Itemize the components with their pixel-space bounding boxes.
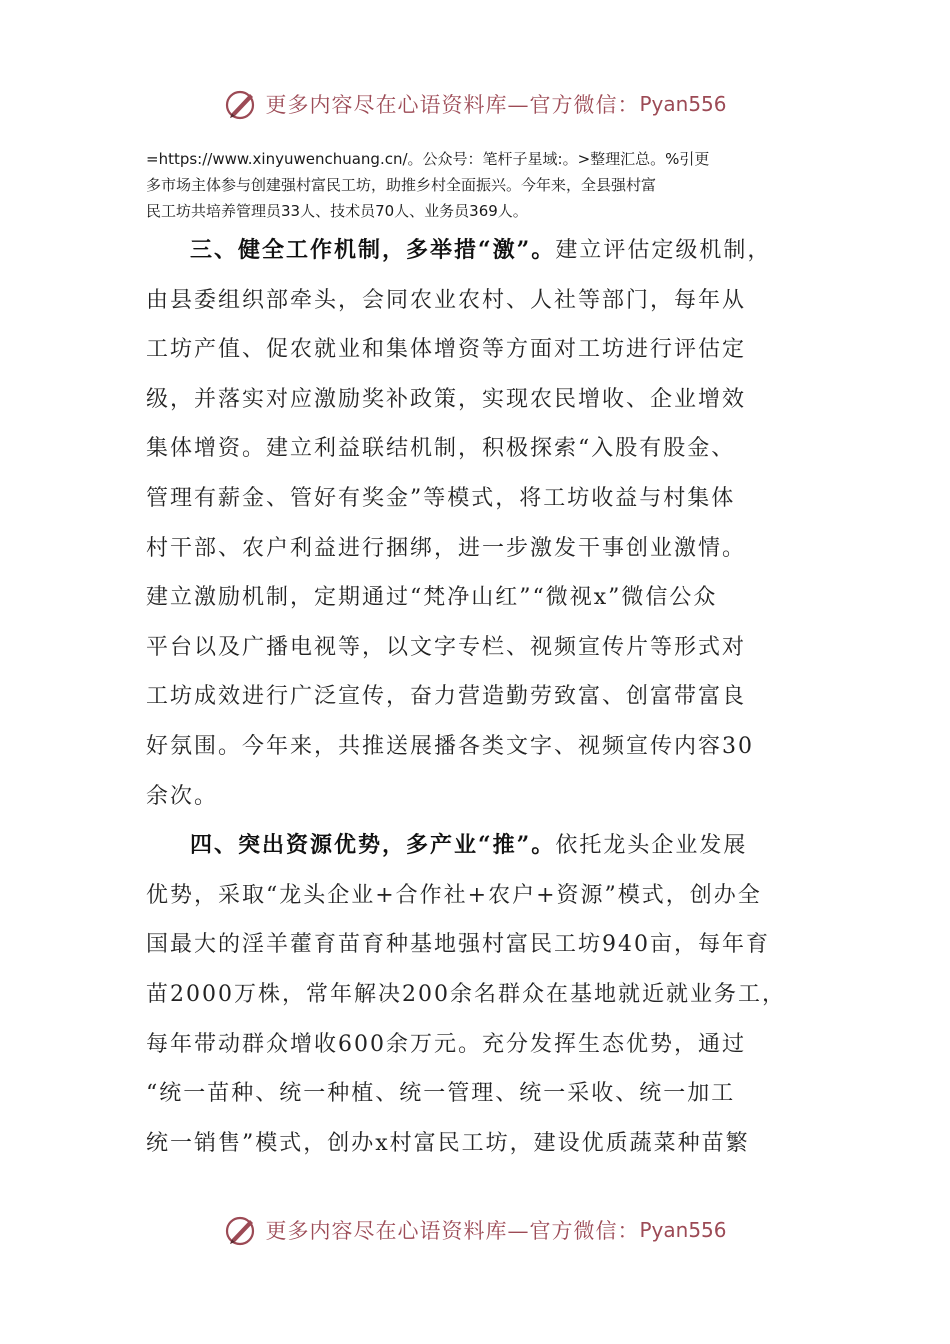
section3-first-line [146, 226, 814, 276]
section3-line: 村干部、农户利益进行捆绑，进一步激发干事创业激情。 [146, 535, 747, 561]
section4-heading: 四、突出资源优势，多产业“推”。 [190, 832, 556, 859]
section4-line: “统一苗种、统一种植、统一管理、统一采收、统一加工 [146, 1081, 736, 1107]
section3-line: 建立激励机制，定期通过“梵净山红”“微视x”微信公众 [146, 585, 718, 611]
intro-paragraph [146, 146, 814, 224]
section4-line: 每年带动群众增收600余万元。充分发挥生态优势，通过 [146, 1031, 746, 1057]
banner-wechat-id: Pyan556 [639, 1218, 727, 1242]
banner-wechat-id: Pyan556 [639, 92, 727, 116]
section4-line1-rest: 依托龙头企业发展 [555, 833, 748, 859]
section3-line: 余次。 [146, 783, 219, 809]
section3-line: 平台以及广播电视等，以文字专栏、视频宣传片等形式对 [146, 634, 747, 660]
footer-banner [0, 1210, 950, 1250]
section4-first-line [146, 821, 814, 871]
banner-text: 更多内容尽在心语资料库—官方微信： [265, 1219, 640, 1243]
pen-logo-icon [223, 1212, 259, 1248]
section3-line: 管理有薪金、管好有奖金”等模式，将工坊收益与村集体 [146, 485, 736, 511]
section3-line: 级，并落实对应激励奖补政策，实现农民增收、企业增效 [146, 386, 747, 412]
section3-line: 好氛围。今年来，共推送展播各类文字、视频宣传内容30 [146, 733, 754, 759]
document-body [146, 226, 814, 1168]
intro-line: 民工坊共培养管理员33人、技术员70人、业务员369人。 [146, 202, 528, 220]
intro-line: =https://www.xinyuwenchuang.cn/。公众号：笔杆子星域:。>整理汇总。%引更 [146, 150, 710, 168]
header-banner [0, 84, 950, 124]
section4-line: 苗2000万株，常年解决200余名群众在基地就近就业务工， [146, 981, 786, 1007]
section4-line: 统一销售”模式，创办x村富民工坊，建设优质蔬菜种苗繁 [146, 1130, 750, 1156]
intro-line: 多市场主体参与创建强村富民工坊，助推乡村全面振兴。今年来，全县强村富 [146, 176, 657, 194]
section3-line: 由县委组织部牵头，会同农业农村、人社等部门，每年从 [146, 287, 747, 313]
section3-line: 工坊成效进行广泛宣传，奋力营造勤劳致富、创富带富良 [146, 684, 747, 710]
section3-heading: 三、健全工作机制，多举措“激”。 [190, 237, 556, 263]
pen-logo-icon [223, 86, 259, 122]
banner-text: 更多内容尽在心语资料库—官方微信： [265, 93, 640, 117]
section4-line: 优势，采取“龙头企业+合作社+农户+资源”模式，创办全 [146, 882, 762, 908]
section4-line: 国最大的淫羊藿育苗育种基地强村富民工坊940亩，每年育 [146, 932, 770, 958]
section3-line1-rest: 建立评估定级机制， [555, 238, 772, 263]
section3-line: 工坊产值、促农就业和集体增资等方面对工坊进行评估定 [146, 337, 747, 363]
section3-line: 集体增资。建立利益联结机制，积极探索“入股有股金、 [146, 436, 736, 462]
